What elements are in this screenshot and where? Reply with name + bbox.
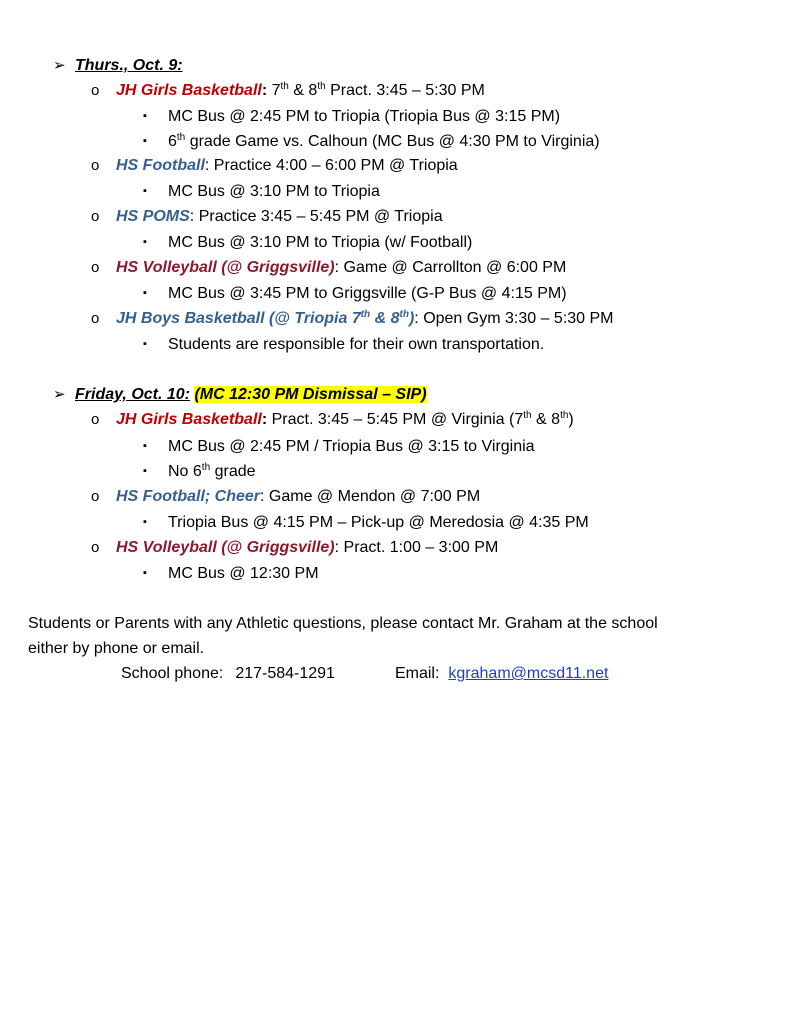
team-name-part: JH Boys Basketball (@ Triopia 7 [116, 310, 361, 327]
sub-item [143, 461, 256, 482]
square-bullet-icon: ▪ [143, 338, 147, 350]
event-detail: : Game @ Carrollton @ 6:00 PM [334, 259, 567, 276]
circle-bullet-icon: o [91, 539, 100, 556]
thursday-date: Thurs., Oct. 9: [75, 57, 183, 74]
sub-item-text: 6 [168, 133, 177, 150]
friday-header [53, 385, 427, 405]
list-item [91, 487, 480, 507]
event-detail: ) [568, 411, 574, 428]
team-name: HS Volleyball (@ Griggsville) [116, 259, 335, 276]
team-name-part: & 8 [370, 310, 400, 327]
team-name: HS Football [116, 157, 205, 174]
square-bullet-icon: ▪ [143, 185, 147, 197]
dismissal-highlight: (MC 12:30 PM Dismissal – SIP) [194, 386, 427, 403]
sub-item [143, 283, 567, 304]
circle-bullet-icon: o [91, 411, 100, 428]
sub-item-text: Triopia Bus @ 4:15 PM – Pick-up @ Meredosia @ 4:35 PM [168, 514, 589, 531]
circle-bullet-icon: o [91, 82, 100, 99]
event-detail: & 8 [531, 411, 561, 428]
team-name: JH Girls Basketball [116, 82, 262, 99]
event-detail: : Practice 3:45 – 5:45 PM @ Triopia [189, 208, 443, 225]
list-item [91, 538, 498, 558]
phone-number: 217-584-1291 [235, 665, 335, 682]
list-item [91, 309, 614, 329]
arrow-bullet-icon: ➢ [53, 386, 66, 403]
event-detail: : Open Gym 3:30 – 5:30 PM [414, 310, 614, 327]
square-bullet-icon: ▪ [143, 440, 147, 452]
list-item [91, 81, 485, 101]
arrow-bullet-icon: ➢ [53, 57, 66, 74]
event-detail: : Pract. 1:00 – 3:00 PM [334, 539, 499, 556]
circle-bullet-icon: o [91, 208, 100, 225]
circle-bullet-icon: o [91, 488, 100, 505]
email-link[interactable]: kgraham@mcsd11.net [448, 665, 609, 682]
sub-item [143, 436, 535, 457]
phone-label: School phone: [121, 665, 224, 682]
contact-line-1: Students or Parents with any Athletic questions, please contact Mr. Graham at the school [28, 615, 658, 632]
sub-item-text: grade Game vs. Calhoun (MC Bus @ 4:30 PM to Virginia) [185, 133, 600, 150]
square-bullet-icon: ▪ [143, 110, 147, 122]
sub-item-text: grade [210, 463, 256, 480]
sub-item-text: MC Bus @ 3:10 PM to Triopia (w/ Football) [168, 234, 473, 251]
ordinal-suffix: th [317, 81, 326, 92]
sub-item-text: MC Bus @ 12:30 PM [168, 565, 319, 582]
circle-bullet-icon: o [91, 310, 100, 327]
thursday-header [53, 56, 183, 76]
event-detail: 7 [267, 82, 281, 99]
ordinal-suffix: th [360, 309, 371, 320]
team-name [116, 310, 414, 327]
square-bullet-icon: ▪ [143, 236, 147, 248]
sub-item-text: No 6 [168, 463, 202, 480]
sub-item [143, 512, 589, 533]
event-detail: & 8 [288, 82, 318, 99]
contact-line-2: either by phone or email. [28, 640, 205, 657]
team-name: JH Girls Basketball [116, 411, 262, 428]
ordinal-suffix: th [280, 81, 289, 92]
square-bullet-icon: ▪ [143, 287, 147, 299]
square-bullet-icon: ▪ [143, 567, 147, 579]
sub-item [143, 563, 319, 584]
contact-info [121, 664, 608, 684]
team-name: HS Volleyball (@ Griggsville) [116, 539, 335, 556]
friday-date: Friday, Oct. 10: [75, 386, 190, 403]
list-item [91, 410, 574, 430]
sub-item [143, 131, 600, 152]
team-name-part: ) [408, 310, 415, 327]
sub-item [143, 181, 380, 202]
event-detail: : Game @ Mendon @ 7:00 PM [260, 488, 481, 505]
event-detail: Pract. 3:45 – 5:45 PM @ Virginia (7 [267, 411, 524, 428]
sub-item-text: MC Bus @ 3:10 PM to Triopia [168, 183, 380, 200]
ordinal-suffix: th [560, 410, 569, 421]
list-item [91, 156, 458, 176]
list-item [91, 207, 443, 227]
sub-item [143, 232, 472, 253]
list-item [91, 258, 566, 278]
team-name: HS POMS [116, 208, 190, 225]
circle-bullet-icon: o [91, 259, 100, 276]
email-label: Email: [394, 665, 440, 682]
square-bullet-icon: ▪ [143, 135, 147, 147]
sub-item-text: MC Bus @ 3:45 PM to Griggsville (G-P Bus @ 4:15 PM) [168, 285, 567, 302]
ordinal-suffix: th [523, 410, 532, 421]
sub-item-text: MC Bus @ 2:45 PM to Triopia (Triopia Bus @ 3:15 PM) [168, 108, 561, 125]
sub-item-text: Students are responsible for their own transportation. [168, 336, 545, 353]
square-bullet-icon: ▪ [143, 516, 147, 528]
ordinal-suffix: th [176, 132, 186, 143]
team-colon: : [261, 82, 268, 99]
ordinal-suffix: th [201, 462, 211, 473]
circle-bullet-icon: o [91, 157, 100, 174]
ordinal-suffix: th [399, 309, 409, 320]
square-bullet-icon: ▪ [143, 465, 147, 477]
sub-item [143, 106, 560, 127]
event-detail: Pract. 3:45 – 5:30 PM [325, 82, 485, 99]
sub-item [143, 334, 544, 355]
team-colon: : [261, 411, 268, 428]
contact-paragraph [28, 611, 658, 661]
team-name: HS Football; Cheer [116, 488, 261, 505]
sub-item-text: MC Bus @ 2:45 PM / Triopia Bus @ 3:15 to Virginia [168, 438, 535, 455]
event-detail: : Practice 4:00 – 6:00 PM @ Triopia [204, 157, 458, 174]
